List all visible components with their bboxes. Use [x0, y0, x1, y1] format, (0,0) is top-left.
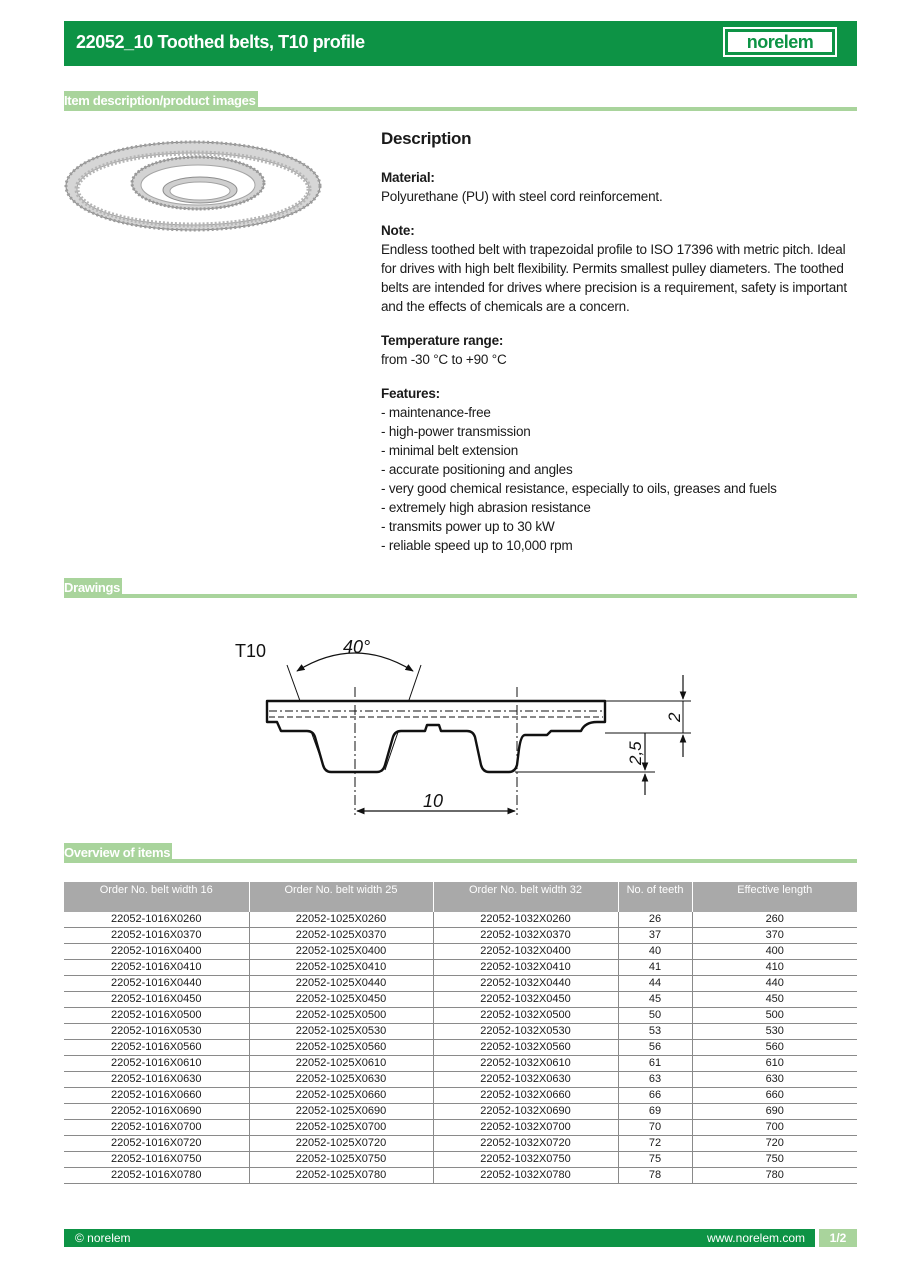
feature-item: - high-power transmission — [381, 424, 531, 439]
column-header: No. of teeth — [618, 882, 692, 912]
table-cell: 26 — [618, 912, 692, 928]
table-cell: 69 — [618, 1104, 692, 1120]
table-cell: 22052-1025X0260 — [249, 912, 433, 928]
table-cell: 22052-1025X0560 — [249, 1040, 433, 1056]
table-cell: 70 — [618, 1120, 692, 1136]
thickness-label: 2 — [665, 712, 684, 722]
features-block — [381, 384, 861, 555]
table-cell: 630 — [692, 1072, 857, 1088]
table-cell: 53 — [618, 1024, 692, 1040]
table-cell: 78 — [618, 1168, 692, 1184]
footer — [64, 1229, 857, 1247]
table-cell: 22052-1025X0500 — [249, 1008, 433, 1024]
table-body — [64, 912, 857, 1184]
table-row — [64, 1008, 857, 1024]
table-cell: 50 — [618, 1008, 692, 1024]
temperature-label: Temperature range: — [381, 333, 504, 348]
table-cell: 22052-1032X0720 — [433, 1136, 618, 1152]
table-cell: 780 — [692, 1168, 857, 1184]
table-row — [64, 960, 857, 976]
items-table-wrap — [64, 882, 857, 1184]
table-row — [64, 928, 857, 944]
feature-item: - transmits power up to 30 kW — [381, 519, 555, 534]
table-cell: 22052-1016X0690 — [64, 1104, 249, 1120]
table-cell: 610 — [692, 1056, 857, 1072]
section-overview — [64, 843, 857, 863]
table-cell: 61 — [618, 1056, 692, 1072]
table-cell: 22052-1016X0400 — [64, 944, 249, 960]
table-cell: 56 — [618, 1040, 692, 1056]
table-cell: 44 — [618, 976, 692, 992]
table-cell: 530 — [692, 1024, 857, 1040]
temperature-block — [381, 331, 861, 369]
angle-label: 40° — [343, 637, 371, 657]
table-cell: 370 — [692, 928, 857, 944]
note-text: Endless toothed belt with trapezoidal profile to ISO 17396 with metric pitch. Ideal for drives with high belt flexibility. Permits smallest pulley diameters. The toothed belts are intended for drives where precision is a requirement, safety is important and the effects of chemicals are a concern. — [381, 242, 847, 314]
table-cell: 500 — [692, 1008, 857, 1024]
section-rule — [64, 594, 857, 598]
table-cell: 22052-1025X0750 — [249, 1152, 433, 1168]
section-label: Drawings — [64, 578, 122, 598]
table-cell: 22052-1025X0700 — [249, 1120, 433, 1136]
table-cell: 260 — [692, 912, 857, 928]
profile-label: T10 — [235, 641, 267, 661]
column-header: Order No. belt width 16 — [64, 882, 249, 912]
table-cell: 22052-1016X0700 — [64, 1120, 249, 1136]
table-cell: 22052-1032X0440 — [433, 976, 618, 992]
page-title: 22052_10 Toothed belts, T10 profile — [76, 32, 365, 52]
note-label: Note: — [381, 223, 415, 238]
table-cell: 22052-1032X0630 — [433, 1072, 618, 1088]
table-row — [64, 1056, 857, 1072]
feature-item: - accurate positioning and angles — [381, 462, 573, 477]
material-label: Material: — [381, 170, 435, 185]
table-cell: 22052-1025X0370 — [249, 928, 433, 944]
table-cell: 37 — [618, 928, 692, 944]
table-cell: 22052-1016X0750 — [64, 1152, 249, 1168]
table-cell: 22052-1032X0530 — [433, 1024, 618, 1040]
pitch-label: 10 — [423, 791, 444, 811]
logo-text: norelem — [728, 32, 832, 52]
feature-item: - minimal belt extension — [381, 443, 519, 458]
product-image-belts — [64, 130, 324, 248]
note-block — [381, 221, 861, 316]
t10-profile-drawing — [225, 625, 705, 825]
section-label: Item description/product images — [64, 91, 258, 111]
table-cell: 22052-1025X0400 — [249, 944, 433, 960]
section-item-description — [64, 91, 857, 111]
table-cell: 690 — [692, 1104, 857, 1120]
tooth-height-label: 2,5 — [626, 741, 645, 765]
table-cell: 750 — [692, 1152, 857, 1168]
footer-copyright: © norelem — [75, 1231, 131, 1245]
table-cell: 400 — [692, 944, 857, 960]
table-row — [64, 1024, 857, 1040]
items-table — [64, 882, 857, 1184]
table-row — [64, 992, 857, 1008]
table-cell: 22052-1032X0780 — [433, 1168, 618, 1184]
table-cell: 22052-1025X0630 — [249, 1072, 433, 1088]
table-cell: 22052-1032X0400 — [433, 944, 618, 960]
feature-item: - maintenance-free — [381, 405, 491, 420]
table-cell: 22052-1016X0440 — [64, 976, 249, 992]
table-cell: 700 — [692, 1120, 857, 1136]
section-rule — [64, 859, 857, 863]
table-cell: 22052-1032X0370 — [433, 928, 618, 944]
material-text: Polyurethane (PU) with steel cord reinforcement. — [381, 189, 663, 204]
table-cell: 22052-1025X0780 — [249, 1168, 433, 1184]
small-belt — [163, 177, 237, 203]
table-cell: 22052-1016X0410 — [64, 960, 249, 976]
header-bar — [64, 21, 857, 66]
table-cell: 720 — [692, 1136, 857, 1152]
table-cell: 22052-1016X0500 — [64, 1008, 249, 1024]
table-row — [64, 1040, 857, 1056]
table-row — [64, 1088, 857, 1104]
table-cell: 22052-1032X0610 — [433, 1056, 618, 1072]
feature-item: - very good chemical resistance, especially to oils, greases and fuels — [381, 481, 777, 496]
table-cell: 22052-1032X0410 — [433, 960, 618, 976]
table-row — [64, 1152, 857, 1168]
features-list — [381, 403, 861, 555]
table-cell: 22052-1025X0610 — [249, 1056, 433, 1072]
footer-bar — [64, 1229, 815, 1247]
table-row — [64, 912, 857, 928]
table-row — [64, 1104, 857, 1120]
table-cell: 660 — [692, 1088, 857, 1104]
table-cell: 22052-1032X0450 — [433, 992, 618, 1008]
description-panel — [381, 128, 861, 570]
table-cell: 22052-1016X0530 — [64, 1024, 249, 1040]
feature-item: - reliable speed up to 10,000 rpm — [381, 538, 573, 553]
table-cell: 22052-1025X0690 — [249, 1104, 433, 1120]
section-label: Overview of items — [64, 843, 172, 863]
table-cell: 560 — [692, 1040, 857, 1056]
table-header-row — [64, 882, 857, 912]
table-cell: 22052-1016X0260 — [64, 912, 249, 928]
column-header: Effective length — [692, 882, 857, 912]
table-cell: 22052-1016X0630 — [64, 1072, 249, 1088]
table-row — [64, 976, 857, 992]
table-cell: 72 — [618, 1136, 692, 1152]
table-cell: 75 — [618, 1152, 692, 1168]
table-cell: 22052-1032X0660 — [433, 1088, 618, 1104]
norelem-logo — [723, 27, 837, 57]
table-cell: 22052-1032X0750 — [433, 1152, 618, 1168]
table-cell: 22052-1025X0440 — [249, 976, 433, 992]
table-cell: 22052-1025X0660 — [249, 1088, 433, 1104]
table-cell: 22052-1032X0260 — [433, 912, 618, 928]
material-block — [381, 168, 861, 206]
table-cell: 22052-1016X0720 — [64, 1136, 249, 1152]
table-cell: 22052-1032X0560 — [433, 1040, 618, 1056]
section-drawings — [64, 578, 857, 598]
table-cell: 40 — [618, 944, 692, 960]
table-cell: 450 — [692, 992, 857, 1008]
belt-profile-outline — [267, 701, 605, 772]
footer-website-link[interactable]: www.norelem.com — [706, 1231, 805, 1245]
table-cell: 22052-1016X0450 — [64, 992, 249, 1008]
column-header: Order No. belt width 25 — [249, 882, 433, 912]
temperature-text: from -30 °C to +90 °C — [381, 352, 507, 367]
table-cell: 22052-1032X0700 — [433, 1120, 618, 1136]
table-row — [64, 1120, 857, 1136]
table-cell: 22052-1016X0560 — [64, 1040, 249, 1056]
page-number: 1/2 — [819, 1229, 857, 1247]
features-label: Features: — [381, 386, 440, 401]
table-cell: 22052-1016X0660 — [64, 1088, 249, 1104]
description-heading: Description — [381, 129, 472, 148]
table-cell: 22052-1016X0370 — [64, 928, 249, 944]
table-cell: 41 — [618, 960, 692, 976]
table-row — [64, 1168, 857, 1184]
table-cell: 22052-1025X0720 — [249, 1136, 433, 1152]
table-cell: 66 — [618, 1088, 692, 1104]
table-cell: 22052-1016X0780 — [64, 1168, 249, 1184]
table-cell: 22052-1025X0450 — [249, 992, 433, 1008]
table-cell: 440 — [692, 976, 857, 992]
table-row — [64, 1072, 857, 1088]
table-cell: 22052-1025X0410 — [249, 960, 433, 976]
table-cell: 63 — [618, 1072, 692, 1088]
table-row — [64, 944, 857, 960]
table-cell: 45 — [618, 992, 692, 1008]
table-cell: 22052-1032X0500 — [433, 1008, 618, 1024]
table-cell: 22052-1025X0530 — [249, 1024, 433, 1040]
table-cell: 410 — [692, 960, 857, 976]
table-row — [64, 1136, 857, 1152]
table-cell: 22052-1032X0690 — [433, 1104, 618, 1120]
feature-item: - extremely high abrasion resistance — [381, 500, 591, 515]
column-header: Order No. belt width 32 — [433, 882, 618, 912]
table-cell: 22052-1016X0610 — [64, 1056, 249, 1072]
